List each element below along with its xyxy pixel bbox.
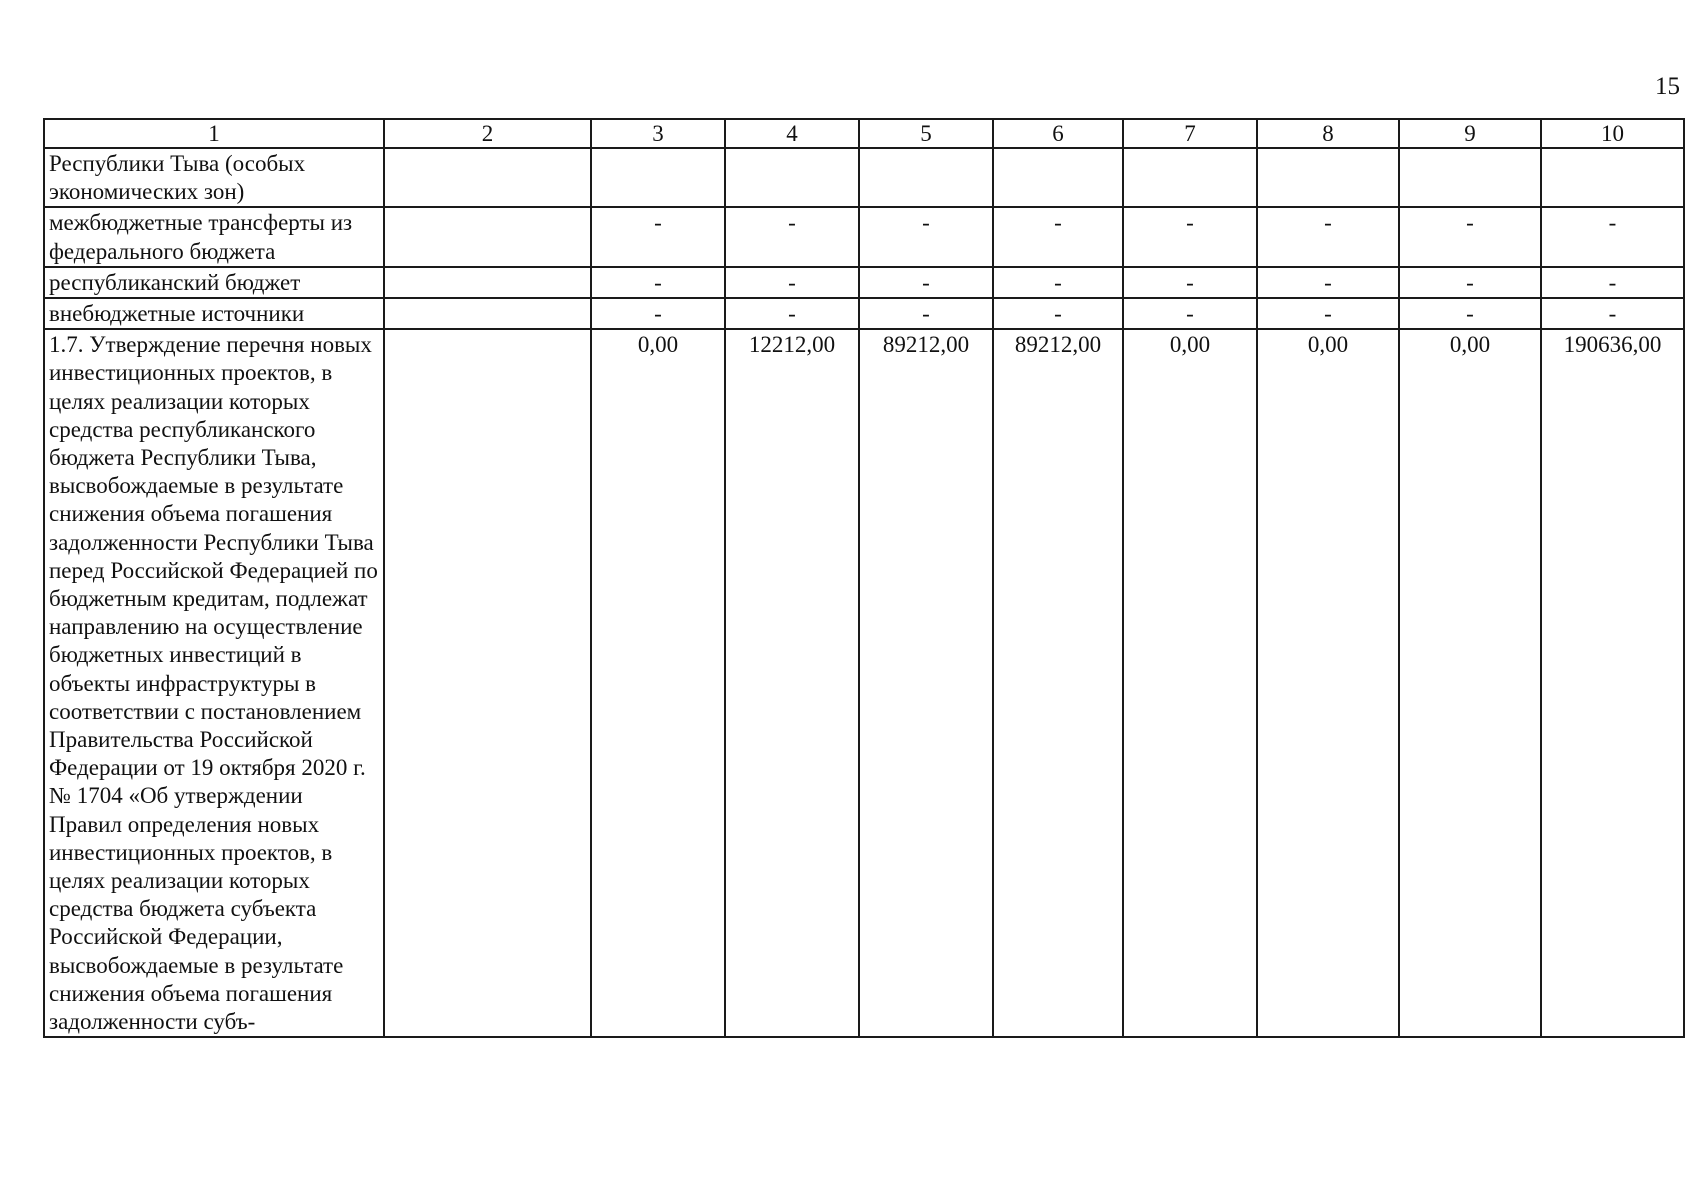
table-cell: [384, 207, 591, 266]
budget-table: [43, 118, 1685, 1038]
row-label: внебюджетные источники: [44, 298, 384, 329]
value-cell: -: [591, 207, 725, 266]
value-cell: -: [1541, 207, 1684, 266]
column-header: 9: [1399, 119, 1541, 148]
column-number-row: [44, 119, 1684, 148]
value-cell: -: [1541, 298, 1684, 329]
value-cell: 89212,00: [859, 329, 993, 1037]
column-header: 7: [1123, 119, 1257, 148]
table-row: [44, 207, 1684, 266]
table-cell: [384, 267, 591, 298]
value-cell: -: [725, 298, 859, 329]
column-header: 10: [1541, 119, 1684, 148]
value-cell: 0,00: [1123, 329, 1257, 1037]
value-cell: [591, 148, 725, 207]
table-row: [44, 148, 1684, 207]
value-cell: -: [859, 267, 993, 298]
table-cell: [384, 298, 591, 329]
value-cell: [725, 148, 859, 207]
value-cell: -: [1399, 207, 1541, 266]
row-label: 1.7. Утверждение перечня новых инвестиционных проектов, в целях реализации которых средства республиканского бюджета Республики Тыва, высвобождаемые в результате снижения объема погашения задолженности Республики Тыва перед Российской Федерацией по бюджетным кредитам, подлежат направлению на осуществление бюджетных инвестиций в объекты инфраструктуры в соответствии с постановлением Правительства Российской Федерации от 19 октября 2020 г. № 1704 «Об утверждении Правил определения новых инвестиционных проектов, в целях реализации которых средства бюджета субъекта Российской Федерации, высвобождаемые в результате снижения объема погашения задолженности субъ-: [44, 329, 384, 1037]
value-cell: -: [1123, 298, 1257, 329]
column-header: 5: [859, 119, 993, 148]
value-cell: -: [993, 267, 1123, 298]
value-cell: 0,00: [1257, 329, 1399, 1037]
column-header: 3: [591, 119, 725, 148]
table-row: [44, 298, 1684, 329]
value-cell: 0,00: [1399, 329, 1541, 1037]
page-number: 15: [1655, 73, 1680, 100]
value-cell: -: [1399, 298, 1541, 329]
value-cell: -: [859, 298, 993, 329]
table-cell: [384, 329, 591, 1037]
value-cell: -: [1123, 207, 1257, 266]
value-cell: -: [1399, 267, 1541, 298]
table-cell: [384, 148, 591, 207]
row-label: Республики Тыва (особых экономических зон): [44, 148, 384, 207]
value-cell: [1123, 148, 1257, 207]
value-cell: -: [993, 298, 1123, 329]
value-cell: [993, 148, 1123, 207]
row-label: межбюджетные трансферты из федерального бюджета: [44, 207, 384, 266]
value-cell: -: [591, 267, 725, 298]
value-cell: 89212,00: [993, 329, 1123, 1037]
value-cell: -: [591, 298, 725, 329]
column-header: 2: [384, 119, 591, 148]
column-header: 4: [725, 119, 859, 148]
table-row: [44, 267, 1684, 298]
column-header: 1: [44, 119, 384, 148]
value-cell: -: [1123, 267, 1257, 298]
table-row: [44, 329, 1684, 1037]
value-cell: [1257, 148, 1399, 207]
value-cell: [1541, 148, 1684, 207]
value-cell: -: [1257, 267, 1399, 298]
value-cell: -: [1257, 298, 1399, 329]
value-cell: 12212,00: [725, 329, 859, 1037]
value-cell: -: [1257, 207, 1399, 266]
value-cell: [1399, 148, 1541, 207]
value-cell: -: [859, 207, 993, 266]
value-cell: -: [725, 207, 859, 266]
value-cell: -: [993, 207, 1123, 266]
column-header: 6: [993, 119, 1123, 148]
row-label: республиканский бюджет: [44, 267, 384, 298]
value-cell: [859, 148, 993, 207]
value-cell: 190636,00: [1541, 329, 1684, 1037]
value-cell: 0,00: [591, 329, 725, 1037]
column-header: 8: [1257, 119, 1399, 148]
value-cell: -: [1541, 267, 1684, 298]
value-cell: -: [725, 267, 859, 298]
